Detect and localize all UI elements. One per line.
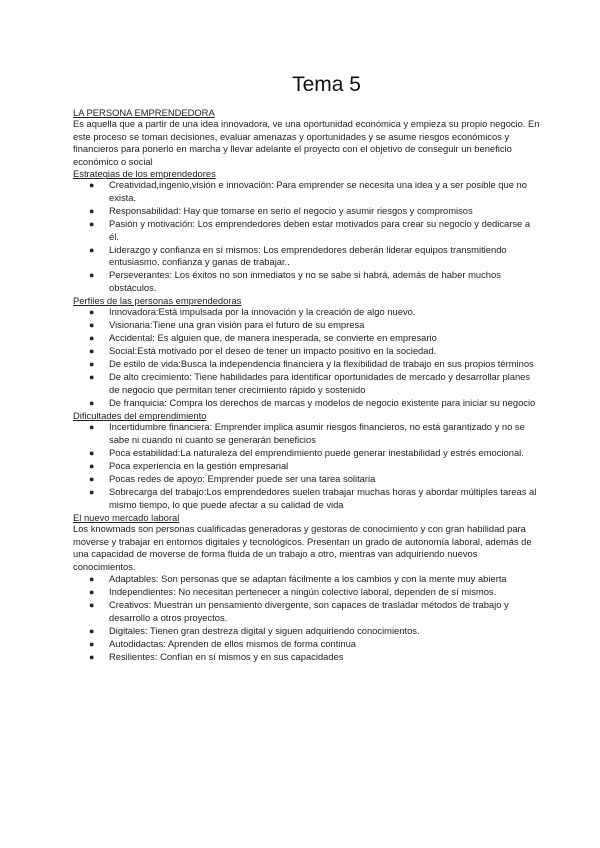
bullet-icon: ● <box>89 626 95 637</box>
bullet-icon: ● <box>89 587 95 598</box>
list-item: ● Independientes: No necesitan pertenecer a ningún colectivo laboral, dependen de sí mismos. <box>89 586 497 598</box>
section-heading: Dificultades del emprendimiento <box>73 410 207 422</box>
list-item: ● De alto crecimiento: Tiene habilidades para identificar oportunidades de mercado y desarrollar planes de negocio que permitan tener crecimiento rápido y sostenido <box>89 371 531 395</box>
section-nuevo-mercado-laboral <box>73 512 540 663</box>
bullet-icon: ● <box>89 244 95 255</box>
list-item: ● Pocas redes de apoyo: Emprender puede ser una tarea solitaria <box>89 472 376 484</box>
list-item: ● Creatividad,ingenio,visión e innovación: Para emprender se necesita una idea y a ser posible que no exista. <box>89 179 527 203</box>
list-item: ● Poca experiencia en la gestión empresarial <box>89 459 289 471</box>
list-item: ● Digitales: Tienen gran destreza digital y siguen adquiriendo conocimientos. <box>89 625 420 637</box>
bullet-list <box>73 179 540 294</box>
list-item: ● Perseverantes: Los éxitos no son inmediatos y no se sabe si habrá, además de haber muchos obstáculos. <box>89 269 501 293</box>
bullet-icon: ● <box>89 460 95 471</box>
section-paragraph: Los knowmads son personas cualificadas generadoras y gestoras de conocimiento y con gran habilidad para moverse y trabajar en entornos digitales y tecnológicos. Presentan un grado de autonomía laboral, además de una capacidad de moverse de forma fluida de un trabajo a otro, mientras van adquiriendo nuevos conocimientos. <box>73 523 532 572</box>
section-heading: Estrategias de los emprendedores <box>73 168 216 180</box>
bullet-icon: ● <box>89 651 95 662</box>
bullet-icon: ● <box>89 307 95 318</box>
list-item: ● Autodidactas: Aprenden de ellos mismos de forma continua <box>89 638 357 649</box>
bullet-icon: ● <box>89 359 95 370</box>
bullet-icon: ● <box>89 486 95 497</box>
section-heading: El nuevo mercado laboral <box>73 512 180 524</box>
list-item: ● De franquicia: Compra los derechos de marcas y modelos de negocio existente para iniciar su negocio <box>89 396 536 408</box>
section-estrategias <box>73 168 540 294</box>
bullet-icon: ● <box>89 205 95 216</box>
list-item: ● Incertidumbre financiera: Emprender implica asumir riesgos financieros, no está garantizado y no se sabe ni cuando ni cuanto se generarán beneficios <box>89 421 525 445</box>
bullet-icon: ● <box>89 600 95 611</box>
list-item: ● Adaptables: Son personas que se adaptan fácilmente a los cambios y con la mente muy abierta <box>89 573 507 585</box>
document-title: Tema 5 <box>292 73 361 96</box>
section-heading: LA PERSONA EMPRENDEDORA <box>73 107 215 118</box>
section-heading: Perfiles de las personas emprendedoras <box>73 295 242 307</box>
bullet-icon: ● <box>89 639 95 649</box>
bullet-icon: ● <box>89 180 95 191</box>
section-dificultades <box>73 410 540 511</box>
bullet-icon: ● <box>89 346 95 357</box>
bullet-icon: ● <box>89 218 95 229</box>
list-item: ● Sobrecarga del trabajo:Los emprendedores suelen trabajar muchas horas y abordar múltiples tareas al mismo tiempo, lo que puede afectar a su calidad de vida <box>89 485 537 510</box>
bullet-icon: ● <box>89 574 95 585</box>
bullet-icon: ● <box>89 397 95 408</box>
bullet-icon: ● <box>89 320 95 331</box>
bullet-icon: ● <box>89 447 95 458</box>
list-item: ● Innovadora:Está impulsada por la innovación y la creación de algo nuevo. <box>89 306 416 318</box>
list-item: ● Social:Está motivado por el deseo de tener un impacto positivo en la sociedad. <box>89 345 437 357</box>
list-item: ● Pasión y motivación: Los emprendedores deben estar motivados para crear su negocio y dedicarse a él. <box>89 217 531 242</box>
section-persona-emprendedora <box>73 107 540 168</box>
bullet-list <box>73 573 540 663</box>
list-item: ● De estilo de vida:Busca la independencia financiera y la flexibilidad de trabajo en sus propios términos <box>89 358 534 370</box>
section-paragraph: Es aquella que a partir de una idea innovadora, ve una oportunidad económica y empieza su propio negocio. En este proceso se toman decisiones, evaluar amenazas y oportunidades y se asume riesgos económicos y financieros para ponerlo en marcha y llevar adelante el proyecto con el objetivo de conseguir un beneficio económico o social <box>73 118 540 167</box>
list-item: ● Resilientes: Confían en sí mismos y en sus capacidades <box>89 650 344 662</box>
list-item: ● Visionaria:Tiene una gran visión para el futuro de su empresa <box>89 319 365 331</box>
section-perfiles <box>73 295 540 409</box>
bullet-list <box>73 421 540 511</box>
list-item: ● Responsabilidad: Hay que tomarse en serio el negocio y asumir riesgos y compromisos <box>89 204 473 216</box>
bullet-list <box>73 306 540 409</box>
list-item: ● Accidental: Es alguien que, de manera inesperada, se convierte en empresario <box>89 332 437 344</box>
bullet-icon: ● <box>89 372 95 383</box>
bullet-icon: ● <box>89 333 95 344</box>
bullet-icon: ● <box>89 422 95 433</box>
bullet-icon: ● <box>89 473 95 484</box>
bullet-icon: ● <box>89 270 95 281</box>
list-item: ● Creativos: Muestran un pensamiento divergente, son capaces de trasladar métodos de trabajo y desarrollo a otros proyectos. <box>89 599 509 624</box>
list-item: ● Liderazgo y confianza en sí mismos: Los emprendedores deberán liderar equipos transmitiendo entusiasmo. confianza y ganas de trabajar.. <box>89 243 507 268</box>
list-item: ● Poca estabilidad:La naturaleza del emprendimiento puede generar inestabilidad y estrés emocional. <box>89 446 524 458</box>
